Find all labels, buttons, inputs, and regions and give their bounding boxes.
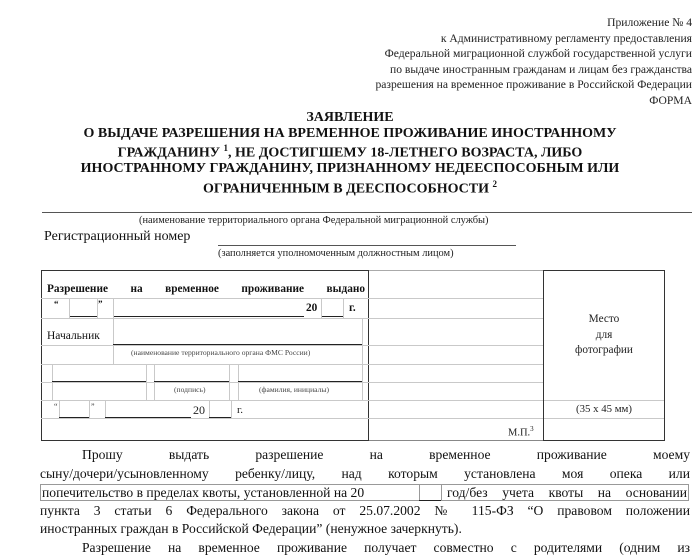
grid-line <box>41 318 543 319</box>
grid-line <box>52 364 53 400</box>
date2-close-quote: ” <box>91 402 95 411</box>
date2-year-suffix: г. <box>237 404 244 416</box>
grid-line <box>41 382 543 383</box>
grid-line <box>69 298 70 318</box>
title-line: О ВЫДАЧЕ РАЗРЕШЕНИЯ НА ВРЕМЕННОЕ ПРОЖИВАНИЕ ИНОСТРАННОМУ <box>83 125 617 141</box>
grid-line <box>209 400 210 418</box>
grid-line <box>154 364 155 400</box>
grid-line <box>113 318 114 364</box>
photo-size: (35 х 45 мм) <box>576 403 632 415</box>
quota-year-input[interactable] <box>419 500 441 501</box>
body-line: пункта 3 статьи 6 Федерального закона от 25.07.2002 № 115-ФЗ “О правовом положении <box>40 503 690 518</box>
date2-open-quote: “ <box>54 402 58 411</box>
grid-line <box>105 400 106 418</box>
month-input[interactable] <box>114 316 304 317</box>
grid-line <box>41 345 543 346</box>
grid-line <box>41 400 543 401</box>
date2-day-input[interactable] <box>59 417 89 418</box>
title-line: ОГРАНИЧЕННЫМ В ДЕЕСПОСОБНОСТИ $^2$ <box>202 178 498 197</box>
grid-line <box>419 485 420 500</box>
year-prefix: 20 <box>306 302 318 314</box>
date2-year-input[interactable] <box>209 417 231 418</box>
grid-line <box>231 400 232 418</box>
footnote-marker: 1 <box>223 143 228 153</box>
position-input[interactable] <box>52 381 146 382</box>
grid-line <box>41 364 543 365</box>
grid-line <box>89 400 90 418</box>
grid-line <box>362 318 363 400</box>
year-input[interactable] <box>321 316 343 317</box>
day-input[interactable] <box>69 316 97 317</box>
date2-year-prefix: 20 <box>193 403 205 417</box>
registration-number-caption: (заполняется уполномоченным должностным лицом) <box>218 248 454 259</box>
body-line: Прошу выдать разрешение на временное проживание моему <box>82 447 690 462</box>
grid-line <box>41 418 543 419</box>
grid-line <box>544 418 664 419</box>
fms-organ-input-line[interactable] <box>42 212 692 213</box>
title-line: ИНОСТРАННОМУ ГРАЖДАНИНУ, ПРИЗНАННОМУ НЕДЕЕСПОСОБНЫМ ИЛИ <box>80 161 620 177</box>
registration-number-label: Регистрационный номер <box>44 229 191 244</box>
photo-placeholder-label: Место для фотографии <box>575 313 633 356</box>
appendix-line: к Административному регламенту предоставления <box>440 31 692 45</box>
title-line: ЗАЯВЛЕНИЕ <box>306 110 394 125</box>
footnote-marker: 2 <box>492 178 498 189</box>
document-title <box>0 110 700 197</box>
appendix-header <box>375 15 692 109</box>
name-input[interactable] <box>238 381 362 382</box>
grid-line <box>369 440 543 441</box>
chief-organ-input[interactable] <box>113 344 362 345</box>
grid-line <box>544 400 664 401</box>
appendix-number: Приложение № 4 <box>607 16 692 29</box>
grid-line <box>113 298 114 318</box>
body-line: сыну/дочери/усыновленному ребенку/лицу, над которым установлена моя опека или <box>40 466 690 481</box>
appendix-line: Федеральной миграционной службой государственной услуги <box>384 47 692 61</box>
grid-line <box>41 298 543 299</box>
close-quote: ” <box>98 299 103 309</box>
body-line: Разрешение на временное проживание получает совместно с родителями (одним из <box>82 540 690 555</box>
date2-month-input[interactable] <box>105 417 191 418</box>
grid-line <box>343 298 344 318</box>
chief-label: Начальник <box>47 330 100 342</box>
fms-organ-caption: (наименование территориального органа Федеральной миграционной службы) <box>139 215 489 226</box>
appendix-line: разрешения на временное проживание в Российской Федерации <box>375 78 692 92</box>
grid-line <box>238 364 239 400</box>
grid-line <box>59 400 60 418</box>
signature-input[interactable] <box>154 381 229 382</box>
quota-text: попечительство в пределах квоты, установленной на 20 <box>42 485 365 500</box>
signature-caption: (подпись) <box>174 385 206 394</box>
grid-line <box>321 298 322 318</box>
body-line: иностранных граждан в Российской Федерации” (ненужное зачеркнуть). <box>40 521 462 536</box>
grid-line <box>441 485 442 500</box>
permit-heading: Разрешение на временное проживание выдано <box>47 283 365 295</box>
grid-line <box>229 364 230 400</box>
grid-line <box>369 270 543 271</box>
registration-number-input[interactable] <box>218 245 516 246</box>
appendix-line: по выдаче иностранным гражданам и лицам без гражданства <box>389 62 692 76</box>
open-quote: “ <box>54 299 59 309</box>
year-suffix: г. <box>349 302 356 314</box>
name-caption: (фамилия, инициалы) <box>259 385 330 394</box>
organ-caption: (наименование территориального органа ФМС России) <box>131 348 311 357</box>
quota-text-2: год/без учета квоты на основании <box>447 485 687 500</box>
grid-line <box>146 364 147 400</box>
title-line: ГРАЖДАНИНУ $^1$, НЕ ДОСТИГШЕМУ 18-ЛЕТНЕГО ВОЗРАСТА, ЛИБО <box>117 143 583 161</box>
stamp-label: М.П.$^3$ <box>508 425 534 439</box>
form-label: ФОРМА <box>649 93 692 107</box>
